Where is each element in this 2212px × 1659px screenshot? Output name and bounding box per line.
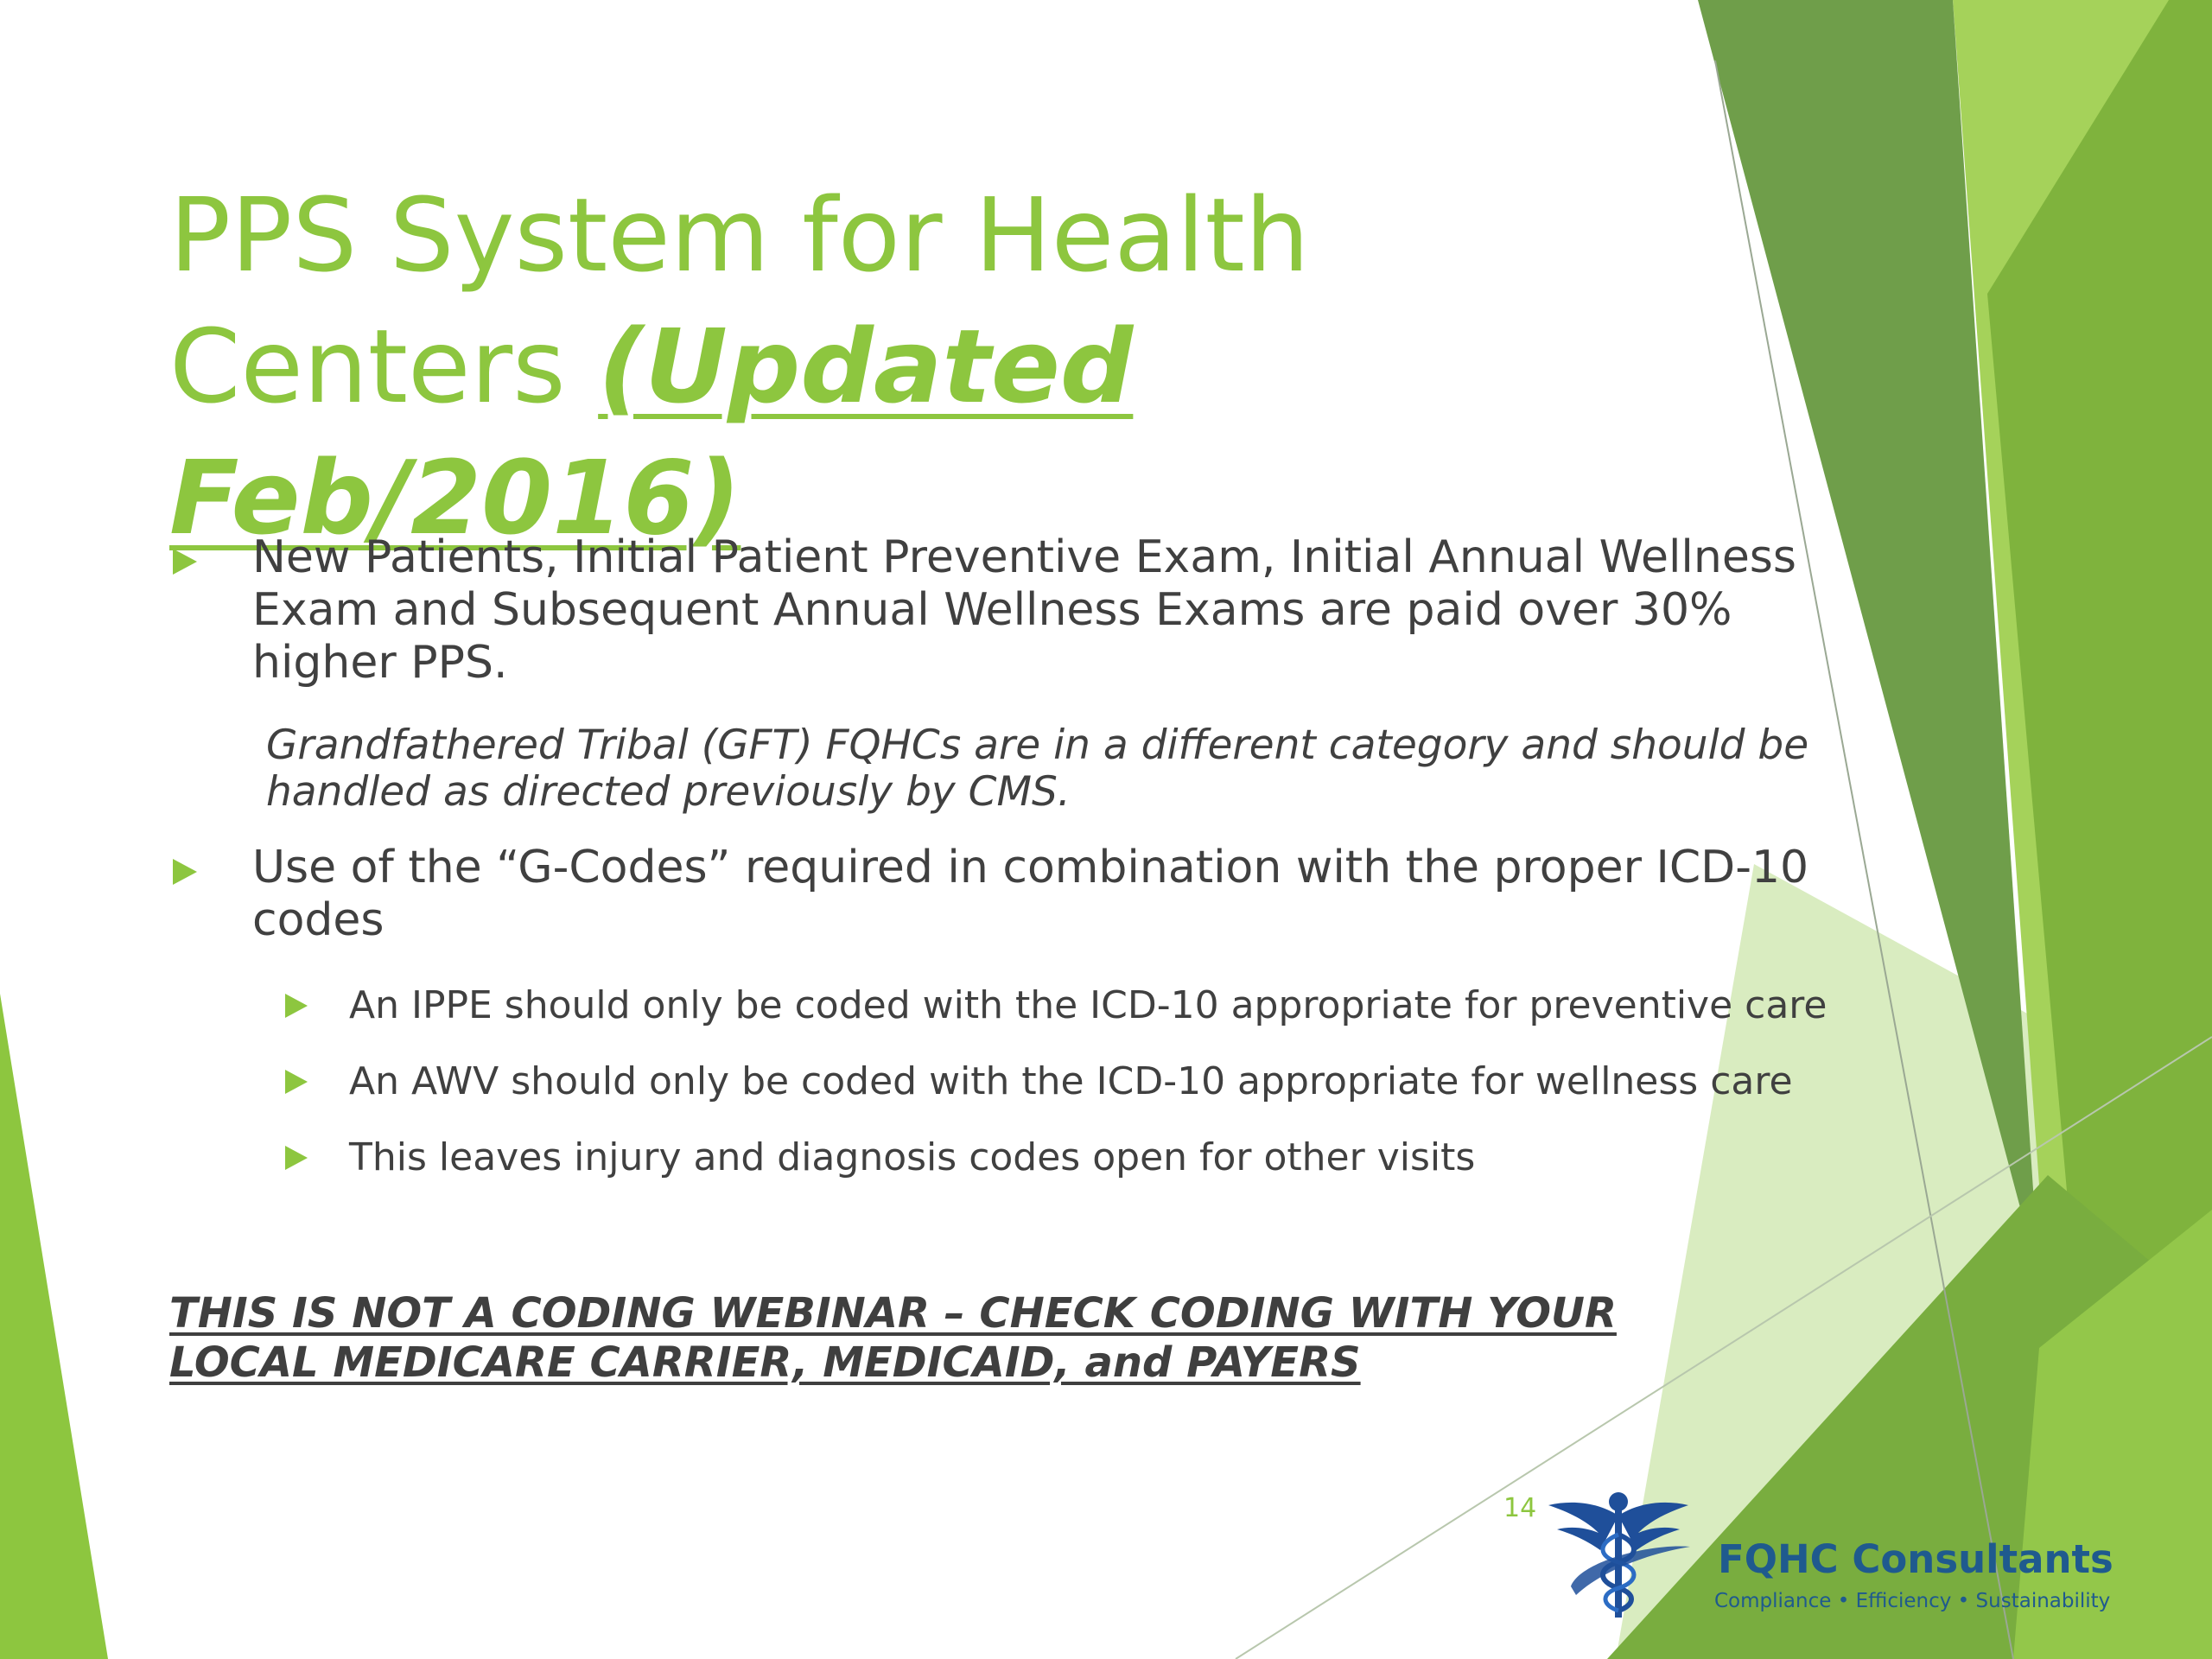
sub-bullet-text: This leaves injury and diagnosis codes open for other visits <box>349 1135 1476 1179</box>
bullet-item <box>169 842 1863 947</box>
sub-bullet-text: An AWV should only be coded with the ICD-10 appropriate for wellness care <box>349 1059 1793 1103</box>
title-update-date: (Updated Feb/2016) <box>169 307 1134 557</box>
coding-disclaimer: THIS IS NOT A CODING WEBINAR – CHECK CODING WITH YOUR LOCAL MEDICARE CARRIER, MEDICAID, and PAYERS <box>169 1289 1617 1387</box>
title-line-1: PPS System for Health <box>169 175 1310 295</box>
bullet-item <box>169 531 1863 690</box>
company-name: FQHC Consultants <box>1718 1536 2113 1582</box>
sub-bullet-item <box>169 1120 1863 1196</box>
bullet-arrow-icon <box>173 549 197 575</box>
sub-bullet-arrow-icon <box>285 994 308 1018</box>
bullet-text: New Patients, Initial Patient Preventive Exam, Initial Annual Wellness Exam and Subsequent Annual Wellness Exams are paid over 30% higher PPS. <box>252 531 1796 689</box>
title-line-2: Centers <box>169 307 599 426</box>
sub-bullet-item <box>169 1044 1863 1120</box>
slide-body <box>169 531 1863 1196</box>
bullet-arrow-icon <box>173 859 197 885</box>
page-number: 14 <box>1503 1493 1537 1523</box>
left-green-shape <box>0 994 108 1659</box>
sub-bullet-text: An IPPE should only be coded with the ICD-10 appropriate for preventive care <box>349 983 1827 1027</box>
caduceus-icon <box>1545 1483 1692 1621</box>
company-tagline: Compliance • Efficiency • Sustainability <box>1714 1590 2111 1612</box>
bullet-text: Use of the “G-Codes” required in combination with the proper ICD-10 codes <box>252 842 1809 946</box>
sub-bullet-item <box>169 968 1863 1044</box>
sub-bullet-arrow-icon <box>285 1070 308 1094</box>
slide-title <box>169 169 1707 563</box>
tribal-note: Grandfathered Tribal (GFT) FQHCs are in a different category and should be handled as directed previously by CMS. <box>266 721 1809 816</box>
sub-bullet-arrow-icon <box>285 1146 308 1170</box>
